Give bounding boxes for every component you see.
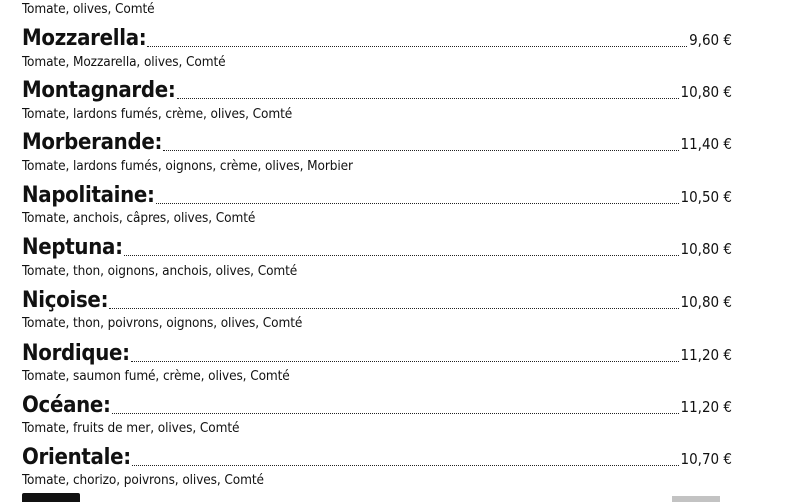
top-item-description: Tomate, olives, Comté	[22, 1, 155, 17]
cut-off-item-price	[672, 496, 720, 502]
menu-item-name: Océane:	[22, 393, 111, 418]
menu-item-description: Tomate, fruits de mer, olives, Comté	[22, 420, 240, 436]
menu-item-name: Orientale:	[22, 445, 131, 470]
menu-item-row	[22, 179, 732, 209]
menu-item-description: Tomate, thon, oignons, anchois, olives, Comté	[22, 263, 298, 279]
menu-item-description: Tomate, saumon fumé, crème, olives, Comté	[22, 368, 290, 384]
dot-leader	[132, 464, 679, 466]
menu-item-price: 9,60 €	[689, 31, 732, 49]
dot-leader	[109, 307, 678, 309]
menu-item-name: Mozzarella:	[22, 26, 147, 51]
menu-item-price: 10,70 €	[680, 450, 732, 468]
menu-item-description: Tomate, Mozzarella, olives, Comté	[22, 54, 226, 70]
menu-item-price: 11,40 €	[680, 135, 732, 153]
menu-item-row	[22, 337, 732, 367]
menu-item-name: Napolitaine:	[22, 183, 155, 208]
menu-item-row	[22, 231, 732, 261]
cut-off-menu-item	[22, 490, 742, 502]
menu-item-price: 10,50 €	[680, 188, 732, 206]
menu-item-name: Neptuna:	[22, 235, 123, 260]
menu-item-row	[22, 74, 732, 104]
menu-item-price: 10,80 €	[680, 83, 732, 101]
menu-item-row	[22, 22, 732, 52]
dot-leader	[147, 45, 687, 47]
menu-item-description: Tomate, chorizo, poivrons, olives, Comté	[22, 472, 264, 488]
dot-leader	[112, 412, 679, 414]
menu-item-row	[22, 441, 732, 471]
menu-item-price: 10,80 €	[680, 293, 732, 311]
menu-item-description: Tomate, thon, poivrons, oignons, olives, Comté	[22, 315, 303, 331]
dot-leader	[163, 149, 678, 151]
menu-item-description: Tomate, lardons fumés, oignons, crème, olives, Morbier	[22, 158, 353, 174]
dot-leader	[124, 254, 679, 256]
menu-item-price: 10,80 €	[680, 240, 732, 258]
menu-item-description: Tomate, anchois, câpres, olives, Comté	[22, 210, 256, 226]
cut-off-item-name	[22, 493, 80, 502]
dot-leader	[131, 360, 679, 362]
menu-item-name: Morberande:	[22, 130, 163, 155]
menu-item-price: 11,20 €	[680, 398, 732, 416]
menu-item-description: Tomate, lardons fumés, crème, olives, Comté	[22, 106, 293, 122]
menu-item-row	[22, 389, 732, 419]
menu-item-name: Niçoise:	[22, 288, 109, 313]
menu-item-row	[22, 126, 732, 156]
menu-item-name: Montagnarde:	[22, 78, 176, 103]
menu-item-price: 11,20 €	[680, 346, 732, 364]
menu-item-row	[22, 284, 732, 314]
dot-leader	[156, 202, 679, 204]
menu-item-name: Nordique:	[22, 341, 130, 366]
dot-leader	[177, 97, 679, 99]
